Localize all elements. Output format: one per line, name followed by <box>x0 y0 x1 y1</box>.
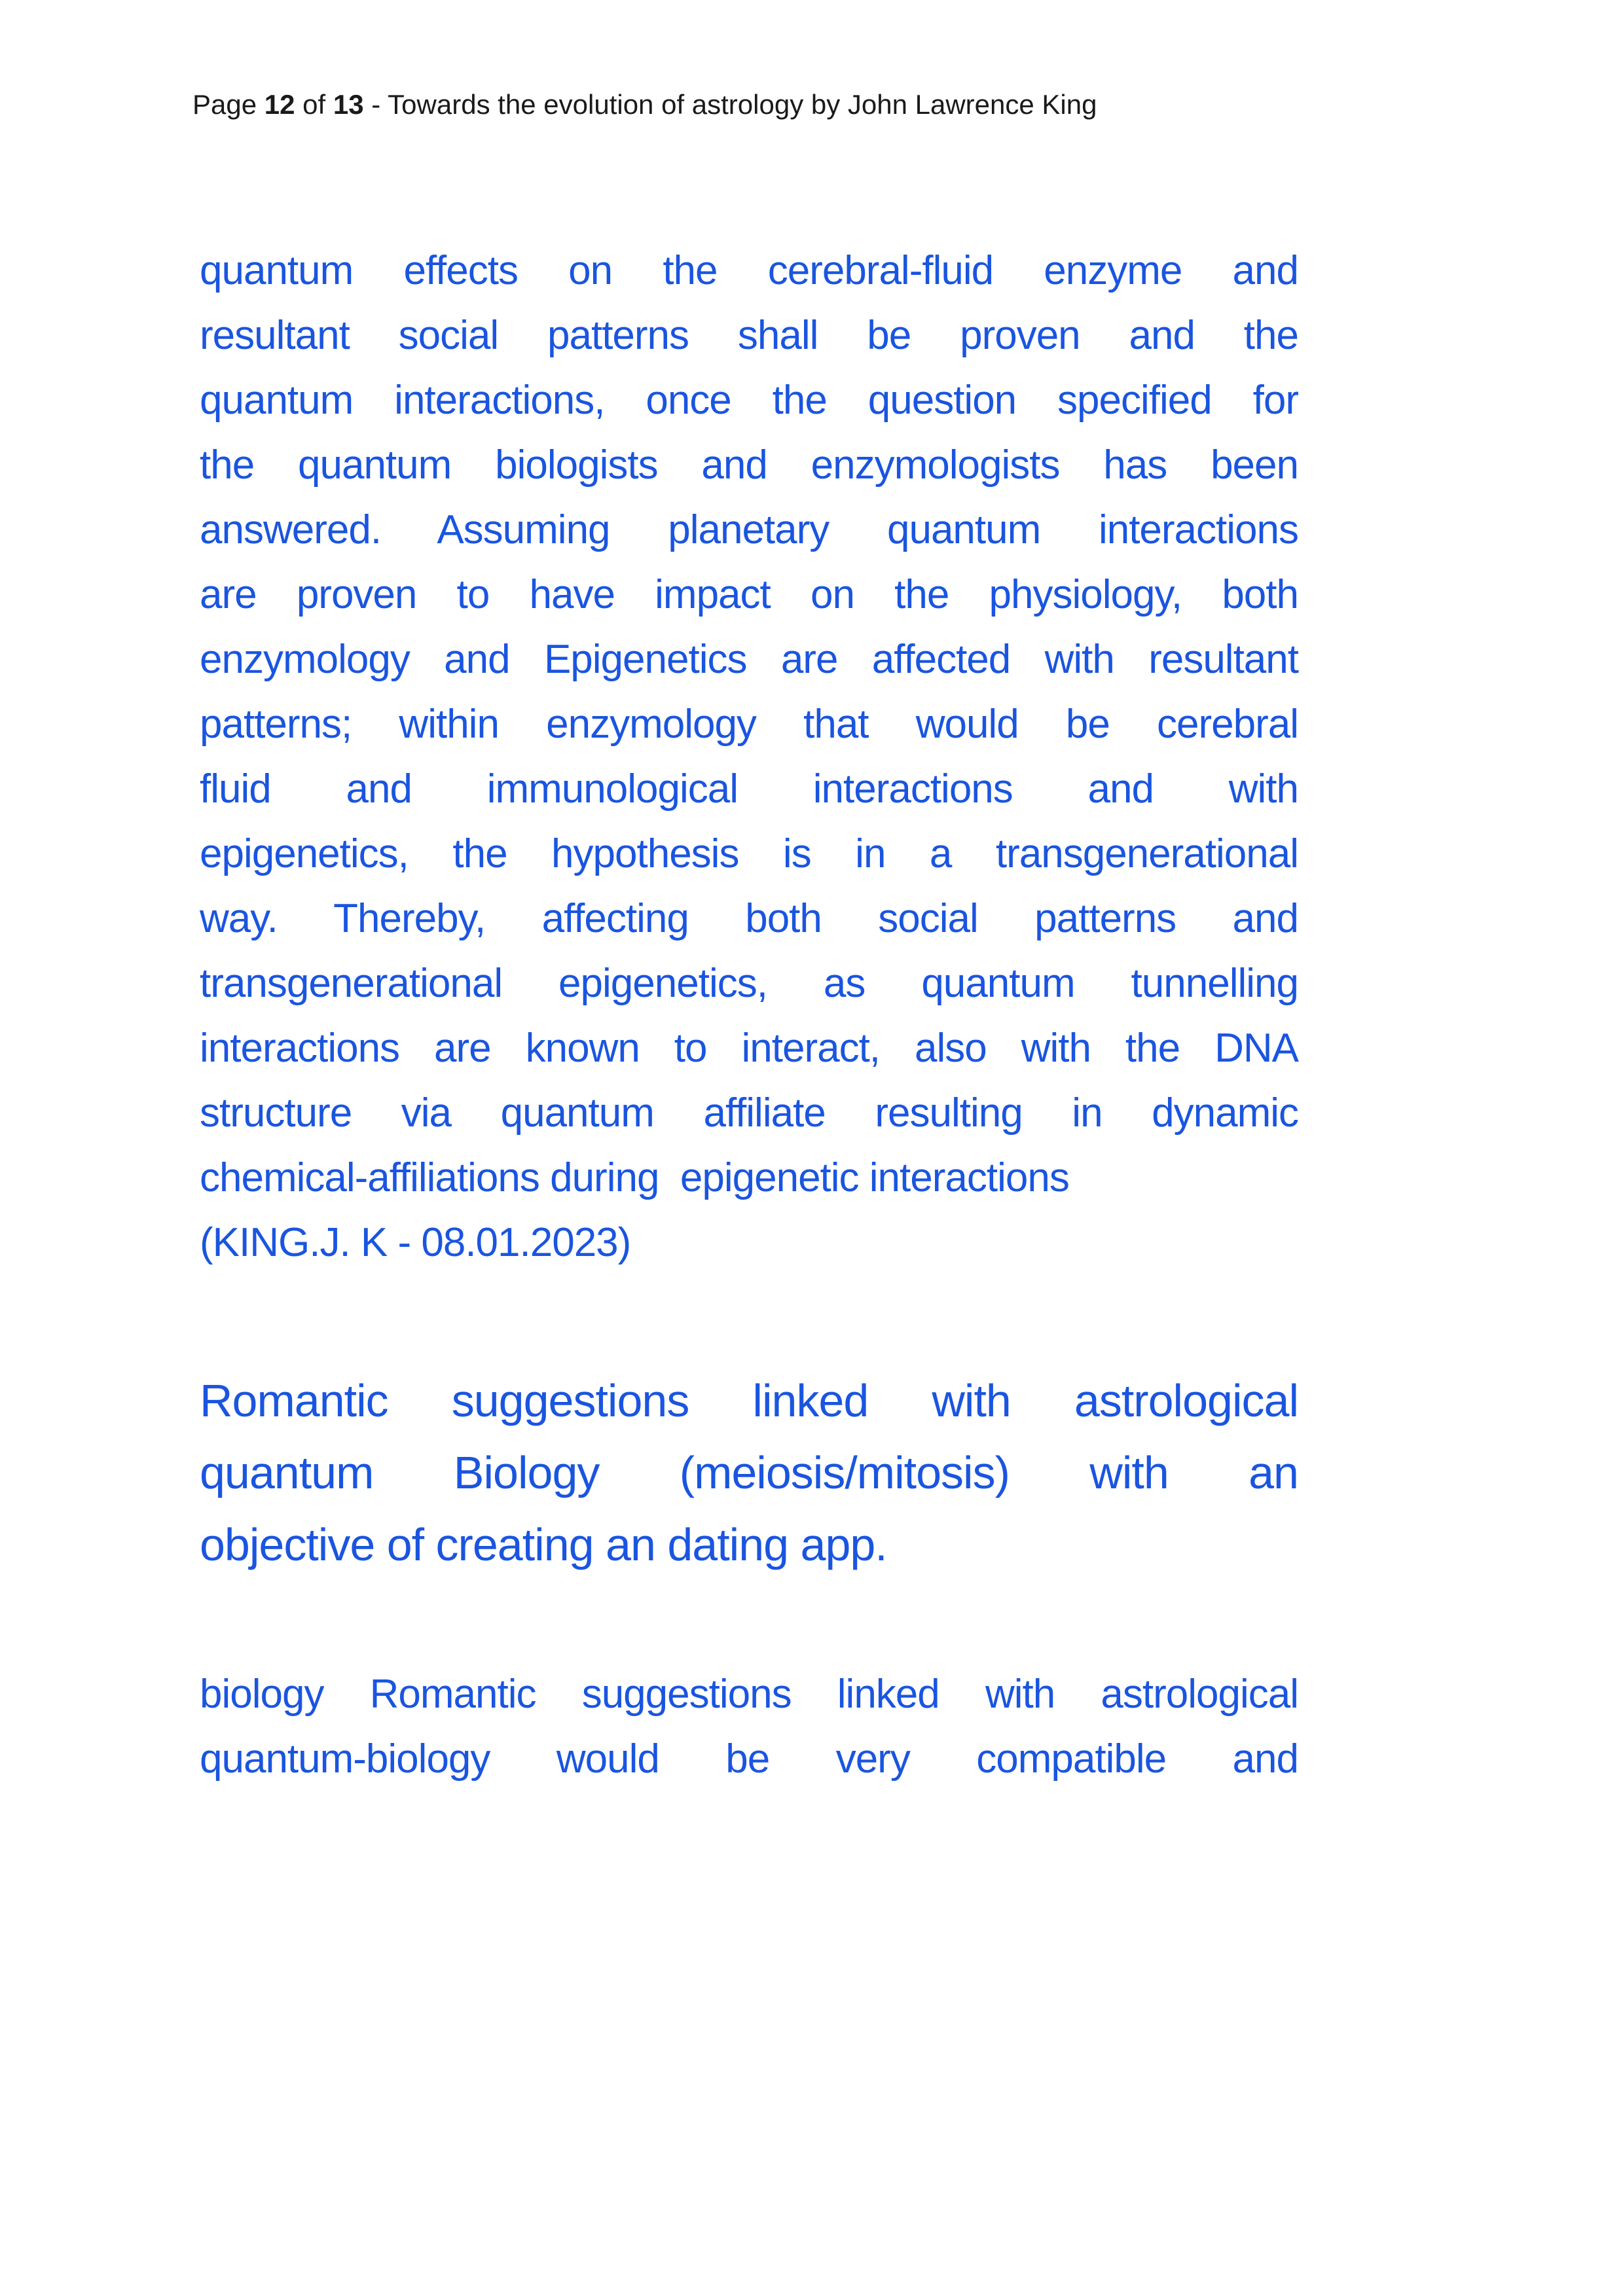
heading-line: quantum Biology (meiosis/mitosis) with an <box>200 1447 1298 1498</box>
text-line: biology Romantic suggestions linked with astrological <box>200 1672 1298 1717</box>
text-line: way. Thereby, affecting both social patterns and <box>200 896 1298 941</box>
text-line: quantum effects on the cerebral-fluid enzyme and <box>200 248 1298 293</box>
text-line: quantum interactions, once the question specified for <box>200 378 1298 423</box>
body-text <box>200 238 1298 1791</box>
text-line: transgenerational epigenetics, as quantum tunnelling <box>200 961 1298 1006</box>
page-header <box>192 88 1097 122</box>
header-of-word: of <box>302 89 326 120</box>
text-line: are proven to have impact on the physiology, both <box>200 572 1298 617</box>
text-line: the quantum biologists and enzymologists has been <box>200 442 1298 488</box>
text-line: patterns; within enzymology that would be cerebral <box>200 702 1298 747</box>
paragraph-continuation <box>200 238 1298 1275</box>
section-heading <box>200 1365 1298 1581</box>
header-separator: - <box>371 89 381 120</box>
text-line: resultant social patterns shall be proven and the <box>200 313 1298 358</box>
heading-line: objective of creating an dating app. <box>200 1519 887 1570</box>
text-line: structure via quantum affiliate resulting in dynamic <box>200 1090 1298 1136</box>
header-page-word: Page <box>192 89 257 120</box>
citation-line: (KING.J. K - 08.01.2023) <box>200 1220 631 1265</box>
paragraph-two <box>200 1662 1298 1791</box>
text-line: enzymology and Epigenetics are affected with resultant <box>200 637 1298 682</box>
text-line: fluid and immunological interactions and with <box>200 766 1298 812</box>
text-line: quantum-biology would be very compatible and <box>200 1736 1298 1782</box>
text-line: chemical-affiliations during epigenetic interactions <box>200 1155 1069 1200</box>
text-line: interactions are known to interact, also with the DNA <box>200 1026 1298 1071</box>
header-total-pages: 13 <box>333 89 364 120</box>
header-document-title: Towards the evolution of astrology by John Lawrence King <box>388 89 1097 120</box>
text-line: epigenetics, the hypothesis is in a transgenerational <box>200 831 1298 876</box>
header-page-number: 12 <box>264 89 295 120</box>
text-line: answered. Assuming planetary quantum interactions <box>200 507 1298 552</box>
heading-line: Romantic suggestions linked with astrological <box>200 1375 1298 1426</box>
